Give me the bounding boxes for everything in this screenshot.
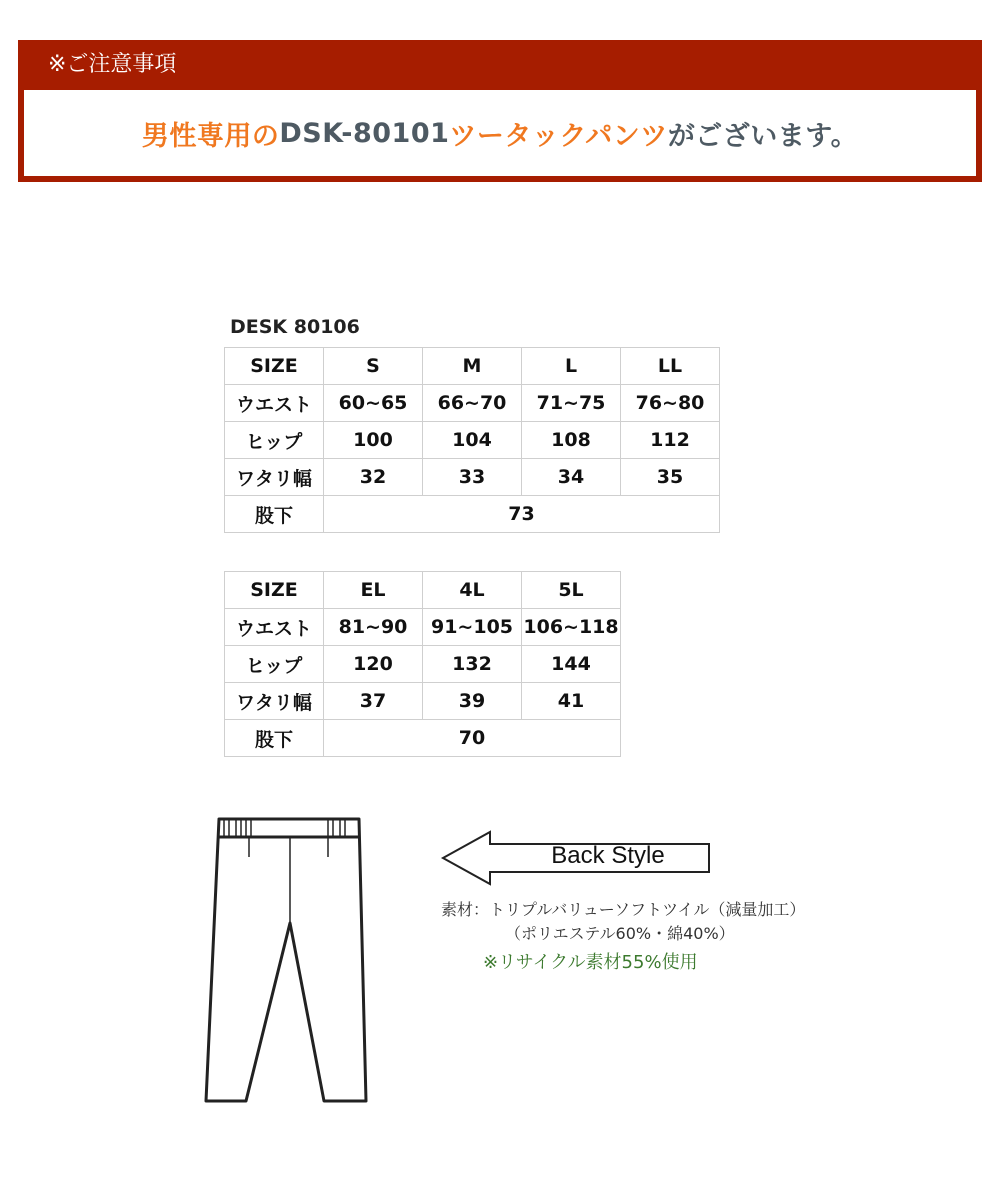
- row-label: 股下: [225, 720, 324, 757]
- size-cell: S: [324, 348, 423, 385]
- size-cell: M: [423, 348, 522, 385]
- notice-box: [18, 40, 982, 182]
- table-row: [225, 720, 621, 757]
- table-row: [225, 646, 621, 683]
- material-description: 素材：トリプルバリューソフトツイル（減量加工）: [441, 900, 806, 919]
- table-row: [225, 459, 720, 496]
- thigh-cell: 35: [621, 459, 720, 496]
- waist-cell: 106~118: [522, 609, 621, 646]
- thigh-cell: 39: [423, 683, 522, 720]
- table-row: [225, 496, 720, 533]
- table-row: [225, 422, 720, 459]
- row-label: SIZE: [225, 572, 324, 609]
- thigh-cell: 41: [522, 683, 621, 720]
- hip-cell: 104: [423, 422, 522, 459]
- waist-cell: 76~80: [621, 385, 720, 422]
- table-row: [225, 572, 621, 609]
- hip-cell: 112: [621, 422, 720, 459]
- size-cell: EL: [324, 572, 423, 609]
- notice-title: ※ご注意事項: [48, 52, 177, 77]
- size-table-title: DESK 80106: [230, 316, 360, 338]
- table-row: [225, 683, 621, 720]
- inseam-cell: 73: [324, 496, 720, 533]
- thigh-cell: 32: [324, 459, 423, 496]
- size-cell: LL: [621, 348, 720, 385]
- row-label: 股下: [225, 496, 324, 533]
- waist-cell: 60~65: [324, 385, 423, 422]
- hip-cell: 132: [423, 646, 522, 683]
- pants-back-illustration: [200, 815, 370, 1107]
- row-label: ワタリ幅: [225, 459, 324, 496]
- row-label: ヒップ: [225, 646, 324, 683]
- row-label: ワタリ幅: [225, 683, 324, 720]
- recycle-note: ※リサイクル素材55%使用: [483, 952, 698, 973]
- row-label: ウエスト: [225, 385, 324, 422]
- row-label: ウエスト: [225, 609, 324, 646]
- notice-message-part: ツータックパンツ: [449, 120, 668, 152]
- hip-cell: 108: [522, 422, 621, 459]
- notice-product-code: DSK-80101: [279, 117, 450, 149]
- size-cell: 4L: [423, 572, 522, 609]
- waist-cell: 66~70: [423, 385, 522, 422]
- waist-cell: 91~105: [423, 609, 522, 646]
- table-row: [225, 385, 720, 422]
- size-table-2: [224, 571, 621, 757]
- waist-cell: 81~90: [324, 609, 423, 646]
- hip-cell: 144: [522, 646, 621, 683]
- inseam-cell: 70: [324, 720, 621, 757]
- material-composition: （ポリエステル60%・綿40%）: [505, 924, 735, 943]
- row-label: SIZE: [225, 348, 324, 385]
- thigh-cell: 33: [423, 459, 522, 496]
- table-row: [225, 609, 621, 646]
- notice-message: [24, 90, 976, 176]
- notice-message-part: 男性専用の: [141, 120, 280, 152]
- thigh-cell: 34: [522, 459, 621, 496]
- hip-cell: 120: [324, 646, 423, 683]
- row-label: ヒップ: [225, 422, 324, 459]
- notice-message-part: がございます。: [667, 120, 859, 152]
- size-table-1: [224, 347, 720, 533]
- size-cell: L: [522, 348, 621, 385]
- hip-cell: 100: [324, 422, 423, 459]
- back-style-label: Back Style: [551, 842, 665, 869]
- table-row: [225, 348, 720, 385]
- thigh-cell: 37: [324, 683, 423, 720]
- waist-cell: 71~75: [522, 385, 621, 422]
- size-cell: 5L: [522, 572, 621, 609]
